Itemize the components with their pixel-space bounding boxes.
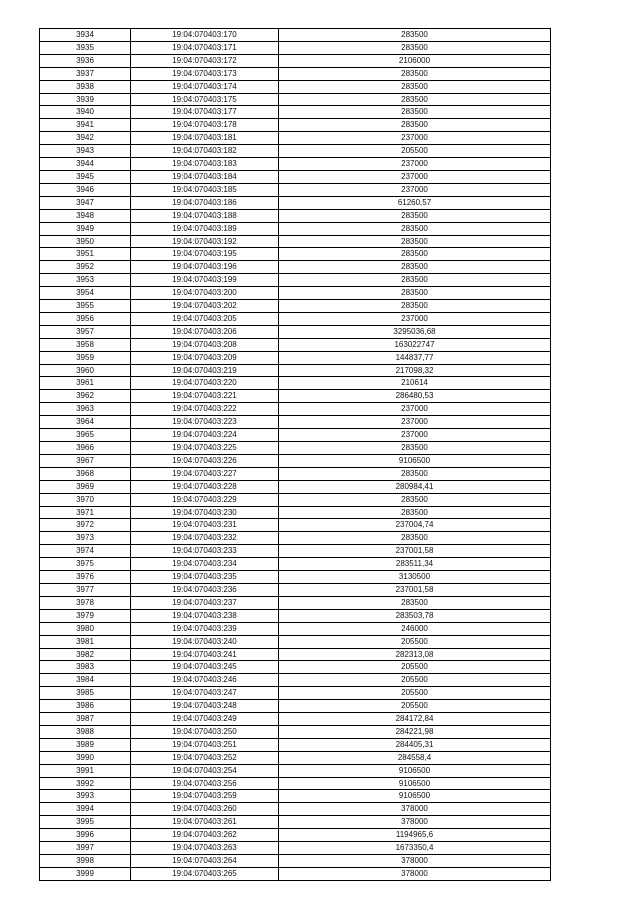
cadastral-number-cell: 19:04:070403:249 [131,713,279,726]
cadastral-value-cell: 283500 [279,506,551,519]
table-row [40,725,551,738]
row-number-cell: 3997 [40,842,131,855]
table-row [40,364,551,377]
cadastral-value-cell: 283500 [279,41,551,54]
table-row [40,532,551,545]
cadastral-value-cell: 283500 [279,29,551,42]
row-number-cell: 3973 [40,532,131,545]
table-row [40,429,551,442]
cadastral-number-cell: 19:04:070403:259 [131,790,279,803]
row-number-cell: 3988 [40,725,131,738]
row-number-cell: 3992 [40,777,131,790]
cadastral-number-cell: 19:04:070403:261 [131,816,279,829]
row-number-cell: 3995 [40,816,131,829]
cadastral-value-cell: 284405,31 [279,738,551,751]
cadastral-number-cell: 19:04:070403:178 [131,119,279,132]
cadastral-number-cell: 19:04:070403:230 [131,506,279,519]
cadastral-value-cell: 283500 [279,261,551,274]
table-row [40,583,551,596]
cadastral-value-cell: 205500 [279,635,551,648]
row-number-cell: 3990 [40,751,131,764]
row-number-cell: 3962 [40,390,131,403]
cadastral-value-cell: 283500 [279,493,551,506]
cadastral-value-cell: 286480,53 [279,390,551,403]
row-number-cell: 3980 [40,622,131,635]
row-number-cell: 3974 [40,545,131,558]
cadastral-value-cell: 144837,77 [279,351,551,364]
table-row [40,661,551,674]
row-number-cell: 3982 [40,648,131,661]
cadastral-number-cell: 19:04:070403:229 [131,493,279,506]
cadastral-value-cell: 3295036,68 [279,325,551,338]
row-number-cell: 3961 [40,377,131,390]
row-number-cell: 3965 [40,429,131,442]
cadastral-number-cell: 19:04:070403:247 [131,687,279,700]
row-number-cell: 3947 [40,196,131,209]
cadastral-value-cell: 283500 [279,222,551,235]
row-number-cell: 3991 [40,764,131,777]
cadastral-number-cell: 19:04:070403:195 [131,248,279,261]
table-row [40,571,551,584]
cadastral-number-cell: 19:04:070403:175 [131,93,279,106]
cadastral-number-cell: 19:04:070403:256 [131,777,279,790]
cadastral-value-cell: 283500 [279,119,551,132]
table-row [40,390,551,403]
table-row [40,442,551,455]
cadastral-number-cell: 19:04:070403:252 [131,751,279,764]
row-number-cell: 3949 [40,222,131,235]
row-number-cell: 3989 [40,738,131,751]
table-row [40,713,551,726]
table-row [40,80,551,93]
row-number-cell: 3970 [40,493,131,506]
cadastral-number-cell: 19:04:070403:192 [131,235,279,248]
cadastral-value-cell: 3130500 [279,571,551,584]
cadastral-number-cell: 19:04:070403:220 [131,377,279,390]
cadastral-value-cell: 283500 [279,442,551,455]
cadastral-value-cell: 237001,58 [279,545,551,558]
cadastral-number-cell: 19:04:070403:222 [131,403,279,416]
table-row [40,54,551,67]
cadastral-number-cell: 19:04:070403:226 [131,454,279,467]
table-row [40,687,551,700]
table-row [40,41,551,54]
cadastral-value-cell: 283500 [279,106,551,119]
cadastral-number-cell: 19:04:070403:181 [131,132,279,145]
row-number-cell: 3999 [40,867,131,880]
table-row [40,467,551,480]
cadastral-number-cell: 19:04:070403:225 [131,442,279,455]
cadastral-value-cell: 237000 [279,132,551,145]
cadastral-value-cell: 2106000 [279,54,551,67]
row-number-cell: 3954 [40,287,131,300]
cadastral-number-cell: 19:04:070403:241 [131,648,279,661]
cadastral-value-table [39,28,551,881]
row-number-cell: 3940 [40,106,131,119]
row-number-cell: 3996 [40,829,131,842]
row-number-cell: 3935 [40,41,131,54]
table-row [40,790,551,803]
cadastral-value-cell: 283500 [279,248,551,261]
cadastral-number-cell: 19:04:070403:221 [131,390,279,403]
cadastral-value-cell: 205500 [279,674,551,687]
table-row [40,261,551,274]
cadastral-number-cell: 19:04:070403:262 [131,829,279,842]
table-row [40,454,551,467]
row-number-cell: 3936 [40,54,131,67]
cadastral-value-cell: 378000 [279,867,551,880]
cadastral-number-cell: 19:04:070403:172 [131,54,279,67]
cadastral-value-cell: 237000 [279,416,551,429]
row-number-cell: 3986 [40,700,131,713]
row-number-cell: 3943 [40,145,131,158]
row-number-cell: 3951 [40,248,131,261]
row-number-cell: 3976 [40,571,131,584]
cadastral-number-cell: 19:04:070403:205 [131,312,279,325]
cadastral-number-cell: 19:04:070403:233 [131,545,279,558]
table-row [40,674,551,687]
cadastral-value-cell: 284558,4 [279,751,551,764]
cadastral-number-cell: 19:04:070403:206 [131,325,279,338]
table-row [40,545,551,558]
cadastral-number-cell: 19:04:070403:223 [131,416,279,429]
cadastral-value-cell: 9106500 [279,764,551,777]
cadastral-number-cell: 19:04:070403:188 [131,209,279,222]
table-row [40,67,551,80]
table-row [40,158,551,171]
cadastral-value-cell: 205500 [279,700,551,713]
cadastral-value-cell: 237000 [279,170,551,183]
cadastral-number-cell: 19:04:070403:173 [131,67,279,80]
cadastral-number-cell: 19:04:070403:177 [131,106,279,119]
table-row [40,183,551,196]
cadastral-value-cell: 283500 [279,93,551,106]
row-number-cell: 3937 [40,67,131,80]
table-row [40,196,551,209]
row-number-cell: 3960 [40,364,131,377]
cadastral-value-cell: 283500 [279,532,551,545]
cadastral-number-cell: 19:04:070403:227 [131,467,279,480]
table-row [40,700,551,713]
cadastral-number-cell: 19:04:070403:170 [131,29,279,42]
row-number-cell: 3948 [40,209,131,222]
cadastral-value-cell: 237000 [279,429,551,442]
cadastral-number-cell: 19:04:070403:183 [131,158,279,171]
cadastral-value-cell: 283500 [279,209,551,222]
cadastral-value-cell: 9106500 [279,777,551,790]
cadastral-number-cell: 19:04:070403:196 [131,261,279,274]
cadastral-number-cell: 19:04:070403:260 [131,803,279,816]
cadastral-number-cell: 19:04:070403:245 [131,661,279,674]
cadastral-number-cell: 19:04:070403:209 [131,351,279,364]
table-row [40,235,551,248]
cadastral-value-cell: 237000 [279,312,551,325]
cadastral-value-cell: 283503,78 [279,609,551,622]
cadastral-number-cell: 19:04:070403:248 [131,700,279,713]
row-number-cell: 3941 [40,119,131,132]
cadastral-number-cell: 19:04:070403:236 [131,583,279,596]
table-row [40,842,551,855]
table-row [40,635,551,648]
table-row [40,248,551,261]
table-row [40,300,551,313]
cadastral-value-cell: 283500 [279,235,551,248]
row-number-cell: 3978 [40,596,131,609]
cadastral-value-cell: 282313,08 [279,648,551,661]
table-row [40,777,551,790]
table-row [40,351,551,364]
table-row [40,145,551,158]
table-row [40,506,551,519]
cadastral-value-cell: 283511,34 [279,558,551,571]
row-number-cell: 3958 [40,338,131,351]
row-number-cell: 3967 [40,454,131,467]
row-number-cell: 3944 [40,158,131,171]
table-row [40,222,551,235]
table-row [40,493,551,506]
cadastral-value-cell: 284172,84 [279,713,551,726]
cadastral-value-cell: 61260,57 [279,196,551,209]
table-row [40,609,551,622]
table-body [40,29,551,881]
cadastral-number-cell: 19:04:070403:219 [131,364,279,377]
table-row [40,738,551,751]
cadastral-value-cell: 283500 [279,80,551,93]
row-number-cell: 3952 [40,261,131,274]
table-row [40,764,551,777]
row-number-cell: 3966 [40,442,131,455]
cadastral-value-cell: 210614 [279,377,551,390]
cadastral-value-cell: 378000 [279,803,551,816]
cadastral-number-cell: 19:04:070403:231 [131,519,279,532]
table-row [40,93,551,106]
table-row [40,829,551,842]
cadastral-number-cell: 19:04:070403:234 [131,558,279,571]
row-number-cell: 3975 [40,558,131,571]
cadastral-number-cell: 19:04:070403:251 [131,738,279,751]
cadastral-value-cell: 237000 [279,158,551,171]
cadastral-number-cell: 19:04:070403:264 [131,855,279,868]
cadastral-number-cell: 19:04:070403:238 [131,609,279,622]
cadastral-number-cell: 19:04:070403:265 [131,867,279,880]
row-number-cell: 3969 [40,480,131,493]
cadastral-value-cell: 205500 [279,687,551,700]
cadastral-number-cell: 19:04:070403:237 [131,596,279,609]
row-number-cell: 3963 [40,403,131,416]
cadastral-value-cell: 378000 [279,855,551,868]
cadastral-value-cell: 283500 [279,287,551,300]
table-row [40,325,551,338]
cadastral-value-cell: 283500 [279,274,551,287]
table-row [40,287,551,300]
cadastral-number-cell: 19:04:070403:250 [131,725,279,738]
table-row [40,558,551,571]
row-number-cell: 3981 [40,635,131,648]
cadastral-value-cell: 283500 [279,67,551,80]
table-row [40,816,551,829]
cadastral-number-cell: 19:04:070403:199 [131,274,279,287]
table-row [40,622,551,635]
cadastral-value-cell: 237000 [279,403,551,416]
table-row [40,480,551,493]
cadastral-number-cell: 19:04:070403:200 [131,287,279,300]
cadastral-value-cell: 284221,98 [279,725,551,738]
cadastral-number-cell: 19:04:070403:224 [131,429,279,442]
row-number-cell: 3972 [40,519,131,532]
cadastral-value-cell: 237004,74 [279,519,551,532]
cadastral-value-cell: 283500 [279,467,551,480]
cadastral-value-cell: 283500 [279,300,551,313]
cadastral-value-cell: 1194965,6 [279,829,551,842]
cadastral-number-cell: 19:04:070403:240 [131,635,279,648]
row-number-cell: 3957 [40,325,131,338]
table-row [40,416,551,429]
table-row [40,596,551,609]
cadastral-value-cell: 1673350,4 [279,842,551,855]
row-number-cell: 3979 [40,609,131,622]
cadastral-value-cell: 280984,41 [279,480,551,493]
table-row [40,338,551,351]
table-row [40,209,551,222]
row-number-cell: 3984 [40,674,131,687]
cadastral-number-cell: 19:04:070403:184 [131,170,279,183]
cadastral-number-cell: 19:04:070403:185 [131,183,279,196]
row-number-cell: 3977 [40,583,131,596]
cadastral-number-cell: 19:04:070403:228 [131,480,279,493]
cadastral-value-cell: 163022747 [279,338,551,351]
cadastral-number-cell: 19:04:070403:239 [131,622,279,635]
row-number-cell: 3956 [40,312,131,325]
table-row [40,29,551,42]
cadastral-number-cell: 19:04:070403:263 [131,842,279,855]
table-row [40,867,551,880]
table-row [40,119,551,132]
cadastral-number-cell: 19:04:070403:186 [131,196,279,209]
cadastral-value-cell: 205500 [279,145,551,158]
cadastral-value-cell: 9106500 [279,790,551,803]
cadastral-number-cell: 19:04:070403:171 [131,41,279,54]
cadastral-value-cell: 246000 [279,622,551,635]
table-row [40,106,551,119]
table-row [40,274,551,287]
table-row [40,403,551,416]
cadastral-number-cell: 19:04:070403:254 [131,764,279,777]
table-row [40,648,551,661]
row-number-cell: 3983 [40,661,131,674]
cadastral-value-cell: 237001,58 [279,583,551,596]
table-row [40,312,551,325]
cadastral-number-cell: 19:04:070403:232 [131,532,279,545]
table-row [40,855,551,868]
row-number-cell: 3985 [40,687,131,700]
row-number-cell: 3946 [40,183,131,196]
cadastral-number-cell: 19:04:070403:189 [131,222,279,235]
row-number-cell: 3987 [40,713,131,726]
row-number-cell: 3938 [40,80,131,93]
row-number-cell: 3971 [40,506,131,519]
row-number-cell: 3993 [40,790,131,803]
cadastral-value-cell: 237000 [279,183,551,196]
cadastral-number-cell: 19:04:070403:202 [131,300,279,313]
row-number-cell: 3945 [40,170,131,183]
row-number-cell: 3939 [40,93,131,106]
cadastral-number-cell: 19:04:070403:246 [131,674,279,687]
row-number-cell: 3968 [40,467,131,480]
cadastral-value-cell: 205500 [279,661,551,674]
cadastral-value-cell: 217098,32 [279,364,551,377]
cadastral-number-cell: 19:04:070403:208 [131,338,279,351]
row-number-cell: 3955 [40,300,131,313]
row-number-cell: 3934 [40,29,131,42]
row-number-cell: 3942 [40,132,131,145]
table-row [40,377,551,390]
table-row [40,519,551,532]
table-row [40,751,551,764]
row-number-cell: 3950 [40,235,131,248]
table-row [40,803,551,816]
row-number-cell: 3964 [40,416,131,429]
row-number-cell: 3994 [40,803,131,816]
cadastral-value-cell: 378000 [279,816,551,829]
row-number-cell: 3953 [40,274,131,287]
row-number-cell: 3959 [40,351,131,364]
table-row [40,170,551,183]
cadastral-number-cell: 19:04:070403:174 [131,80,279,93]
table-row [40,132,551,145]
cadastral-number-cell: 19:04:070403:182 [131,145,279,158]
cadastral-number-cell: 19:04:070403:235 [131,571,279,584]
cadastral-value-cell: 283500 [279,596,551,609]
cadastral-value-cell: 9106500 [279,454,551,467]
row-number-cell: 3998 [40,855,131,868]
